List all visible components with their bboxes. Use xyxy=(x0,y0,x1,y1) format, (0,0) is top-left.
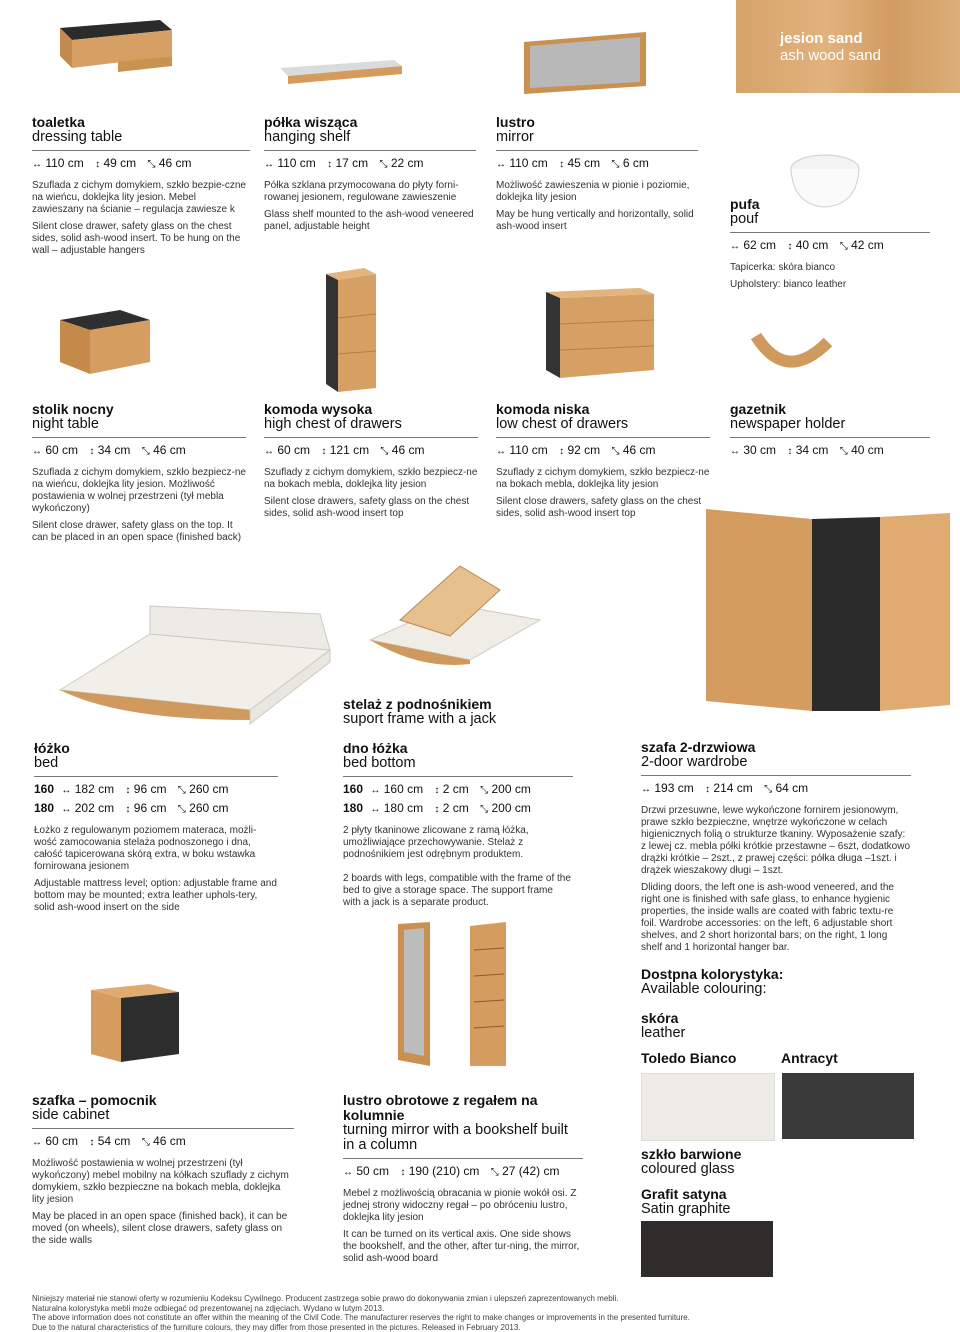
toledo-swatch xyxy=(641,1073,775,1141)
desc-pl: Możliwość zawieszenia w pionie i poziomie, doklejka lity jesion xyxy=(496,180,690,203)
product-side-cabinet xyxy=(32,1093,294,1252)
desc-en: Adjustable mattress level; option: adjustable frame and bottom may be mounted; extra leather uphols-tery, solid ash-wood insert on the side xyxy=(34,878,277,913)
product-high-chest xyxy=(264,402,478,525)
product-turning-mirror xyxy=(343,1093,583,1270)
footer-line-4: Due to the natural characteristics of the furniture colours, they may differ from those presented in the pictures. Released in February 2013. xyxy=(32,1322,521,1332)
product-title-en: mirror xyxy=(496,129,534,145)
product-dimensions-160: 160 ↔ 182 cm ↕ 96 cm ⤡ 260 cm xyxy=(34,782,229,796)
swatch-title-en: ash wood sand xyxy=(780,47,881,64)
desc-en: Silent close drawer, safety glass on the chest sides, solid ash-wood insert. To be hung on the wall – adjustable hangers xyxy=(32,221,241,256)
product-dimensions: ↔ 110 cm ↕ 45 cm ⤡ 6 cm xyxy=(496,156,649,170)
product-mirror xyxy=(496,115,698,238)
product-title-pl: stolik nocny xyxy=(32,401,114,417)
dressing-table-image xyxy=(40,8,180,88)
desc-pl: Szuflady z cichym domykiem, szkło bezpiecz-ne na bokach mebla, doklejka lity jesion xyxy=(496,467,710,490)
leather-title-en: leather xyxy=(641,1025,686,1041)
night-table-image xyxy=(50,300,160,380)
product-support-frame xyxy=(343,697,603,727)
mirror-column-image xyxy=(390,920,530,1070)
product-dimensions: ↔ 110 cm ↕ 17 cm ⤡ 22 cm xyxy=(264,156,424,170)
desc-pl: Szuflada z cichym domykiem, szkło bezpiecz-ne na wieńcu, doklejka lity jesion. Możliwość postawienia w wolnej przestrzeni (tył mebla wykończony) xyxy=(32,467,246,514)
product-dimensions: ↔ 60 cm ↕ 34 cm ⤡ 46 cm xyxy=(32,443,186,457)
product-title-pl: toaletka xyxy=(32,114,85,130)
product-title-en: high chest of drawers xyxy=(264,416,402,432)
desc-en: Glass shelf mounted to the ash-wood veneered panel, adjustable height xyxy=(264,209,474,232)
product-title-pl: gazetnik xyxy=(730,401,787,417)
product-title-en: pouf xyxy=(730,211,759,227)
desc-en: 2 boards with legs, compatible with the frame of the bed to give a storage space. The support frame with a jack is a separate product. xyxy=(343,873,571,908)
footer-line-1: Niniejszy materiał nie stanowi oferty w rozumieniu Kodeksu Cywilnego. Producent zastrzega sobie prawo do dokonywania zmian i ulepszeń zaprezentowanych mebli. xyxy=(32,1294,619,1303)
desc-pl: Półka szklana przymocowana do płyty forni-rowanej jesionem, regulowane zawieszenie xyxy=(264,180,459,203)
product-title-pl: stelaż z podnośnikiem xyxy=(343,696,492,712)
product-dimensions: ↔ 62 cm ↕ 40 cm ⤡ 42 cm xyxy=(730,238,884,252)
product-title-en: dressing table xyxy=(32,129,123,145)
desc-pl: Szuflada z cichym domykiem, szkło bezpie-czne na wieńcu, doklejka lity jesion. Mebel zawieszany na ścianie – regulacja zawiesze k xyxy=(32,180,246,215)
product-title-pl: pufa xyxy=(730,196,760,212)
product-dimensions: ↔ 50 cm ↕ 190 (210) cm ⤡ 27 (42) cm xyxy=(343,1164,560,1178)
product-title-en: hanging shelf xyxy=(264,129,351,145)
desc-en: May be placed in an open space (finished back), it can be moved (on wheels), silent close drawers, safety glass on the side walls xyxy=(32,1211,288,1246)
product-title-en: side cabinet xyxy=(32,1107,110,1123)
wardrobe-image xyxy=(700,505,960,715)
product-title-pl: lustro xyxy=(496,114,535,130)
product-low-chest xyxy=(496,402,710,525)
desc-pl: Łożko z regulowanym poziomem materaca, możli-wość zamocowania stelaża podnoszonego i dna, całość tapicerowana skórą extra, w boku wstawka fornirowana jesionem xyxy=(34,825,257,872)
product-title-en: newspaper holder xyxy=(730,416,846,432)
colours-section xyxy=(641,967,941,1067)
antracyt-label: Antracyt xyxy=(781,1050,838,1066)
product-title-pl: komoda wysoka xyxy=(264,401,373,417)
wood-swatch xyxy=(736,0,960,93)
grafit-swatch xyxy=(641,1221,773,1277)
side-cabinet-image xyxy=(85,980,185,1070)
product-dimensions-180: 180 ↔ 202 cm ↕ 96 cm ⤡ 260 cm xyxy=(34,801,229,815)
product-wardrobe xyxy=(641,740,911,959)
desc-pl: 2 płyty tkaninowe zlicowane z ramą łóżka, umożliwiające przechowywanie. Stelaż z podnośnikiem jest odrębnym produktem. xyxy=(343,825,529,860)
hanging-shelf-image xyxy=(270,54,410,90)
product-dimensions: ↔ 60 cm ↕ 54 cm ⤡ 46 cm xyxy=(32,1134,186,1148)
desc-pl: Szuflady z cichym domykiem, szkło bezpiecz-ne na bokach mebla, doklejka lity jesion xyxy=(264,467,478,490)
grafit-title-en: Satin graphite xyxy=(641,1201,731,1217)
desc-en: May be hung vertically and horizontally, solid ash-wood insert xyxy=(496,209,694,232)
mirror-image xyxy=(520,30,650,96)
product-dimensions-160: 160 ↔ 160 cm ↕ 2 cm ⤡ 200 cm xyxy=(343,782,531,796)
grafit-title-pl: Grafit satyna xyxy=(641,1186,727,1202)
desc-en: Silent close drawers, safety glass on the chest sides, solid ash-wood insert top xyxy=(264,496,470,519)
product-title-en: 2-door wardrobe xyxy=(641,754,748,770)
desc-pl: Tapicerka: skóra bianco xyxy=(730,262,836,273)
antracyt-swatch xyxy=(782,1073,914,1139)
colours-title-pl: Dostpna kolorystyka: xyxy=(641,966,784,982)
product-title-en: bed xyxy=(34,755,59,771)
product-dimensions: ↔ 110 cm ↕ 92 cm ⤡ 46 cm xyxy=(496,443,656,457)
product-title-pl: dno łóżka xyxy=(343,740,408,756)
support-frame-image xyxy=(360,560,550,680)
product-title-pl: komoda niska xyxy=(496,401,590,417)
product-dimensions: ↔ 30 cm ↕ 34 cm ⤡ 40 cm xyxy=(730,443,884,457)
product-night-table xyxy=(32,402,246,549)
glass-title-en: coloured glass xyxy=(641,1161,735,1177)
footer-line-2: Naturalna kolorystyka mebli może odbiegać od prezentowanej na zdjęciach. Wydano w lutym 2013. xyxy=(32,1303,385,1313)
desc-pl: Możliwość postawienia w wolnej przestrzeni (tył wykończony) mebel mobilny na kółkach szuflady z cichym domykiem, szkło bezpieczne na bokach mebla, doklejka lity jesion xyxy=(32,1158,289,1205)
desc-pl: Drzwi przesuwne, lewe wykończone fornirem jesionowym, prawe szkło bezpieczne, wnętrze wykończone w celach higienicznych folią o strukturze tkaniny. Wyposażenie szafy: z lewej cz. mebla półki krótkie przestawne – 6szt, dodatkowo drążki krótkie – 2szt., z prawej części: półka długa –1szt. i drążek wieszakowy długi – 1szt. xyxy=(641,805,911,876)
product-title-en: night table xyxy=(32,416,99,432)
product-title-pl: lustro obrotowe z regałem na kolumnie xyxy=(343,1092,538,1123)
desc-en: Upholstery: bianco leather xyxy=(730,279,847,290)
product-dimensions-180: 180 ↔ 180 cm ↕ 2 cm ⤡ 200 cm xyxy=(343,801,531,815)
desc-en: It can be turned on its vertical axis. One side shows the bookshelf, and the other, after tur-ning, the mirror, solid ash-wood board xyxy=(343,1229,580,1264)
product-title-pl: szafa 2-drzwiowa xyxy=(641,739,756,755)
product-title-en: low chest of drawers xyxy=(496,416,629,432)
glass-section xyxy=(641,1147,941,1217)
product-bed-bottom xyxy=(343,741,573,914)
product-dressing-table xyxy=(32,115,250,262)
product-dimensions: ↔ 110 cm ↕ 49 cm ⤡ 46 cm xyxy=(32,156,192,170)
product-title-pl: łóżko xyxy=(34,740,70,756)
product-pouf xyxy=(730,197,930,296)
product-newspaper-holder xyxy=(730,402,930,467)
high-chest-image xyxy=(320,266,380,396)
desc-pl: Mebel z możliwością obracania w pionie wokół osi. Z jednej strony widoczny regał – po obróceniu lustro, doklejka lity jesion xyxy=(343,1188,577,1223)
product-title-en: suport frame with a jack xyxy=(343,711,497,727)
product-title-pl: półka wisząca xyxy=(264,114,358,130)
toledo-label: Toledo Bianco xyxy=(641,1050,737,1066)
desc-en: Silent close drawers, safety glass on the chest sides, solid ash-wood insert top xyxy=(496,496,702,519)
desc-en: Silent close drawer, safety glass on the top. It can be placed in an open space (finished back) xyxy=(32,520,242,543)
swatch-title-pl: jesion sand xyxy=(780,30,863,47)
product-dimensions: ↔ 60 cm ↕ 121 cm ⤡ 46 cm xyxy=(264,443,425,457)
low-chest-image xyxy=(540,286,660,386)
product-title-pl: szafka – pomocnik xyxy=(32,1092,157,1108)
desc-en: Dliding doors, the left one is ash-wood veneered, and the right one is finished with safe glass, to enhance hygienic properties, the inside walls are coated with fabric textu-re foil. Wardrobe accessories: on the left, 6 adjustable short shelves, and 2 short horizontal bars; on the right, 1 long shelf and 1 horizontal hanger bar. xyxy=(641,882,894,953)
colours-title-en: Available colouring: xyxy=(641,981,767,997)
newspaper-holder-image xyxy=(750,318,840,398)
product-dimensions: ↔ 193 cm ↕ 214 cm ⤡ 64 cm xyxy=(641,781,809,795)
footer-disclaimer xyxy=(32,1294,932,1332)
product-title-en: bed bottom xyxy=(343,755,416,771)
bed-image xyxy=(40,600,340,740)
glass-title-pl: szkło barwione xyxy=(641,1146,742,1162)
product-bed xyxy=(34,741,278,919)
product-title-en: turning mirror with a bookshelf built in a column xyxy=(343,1122,568,1153)
leather-title-pl: skóra xyxy=(641,1010,679,1026)
footer-line-3: The above information does not constitute an offer within the meaning of the Civil Code. The manufacturer reserves the right to make changes or improvements in the presented furniture. xyxy=(32,1313,690,1322)
product-hanging-shelf xyxy=(264,115,476,238)
